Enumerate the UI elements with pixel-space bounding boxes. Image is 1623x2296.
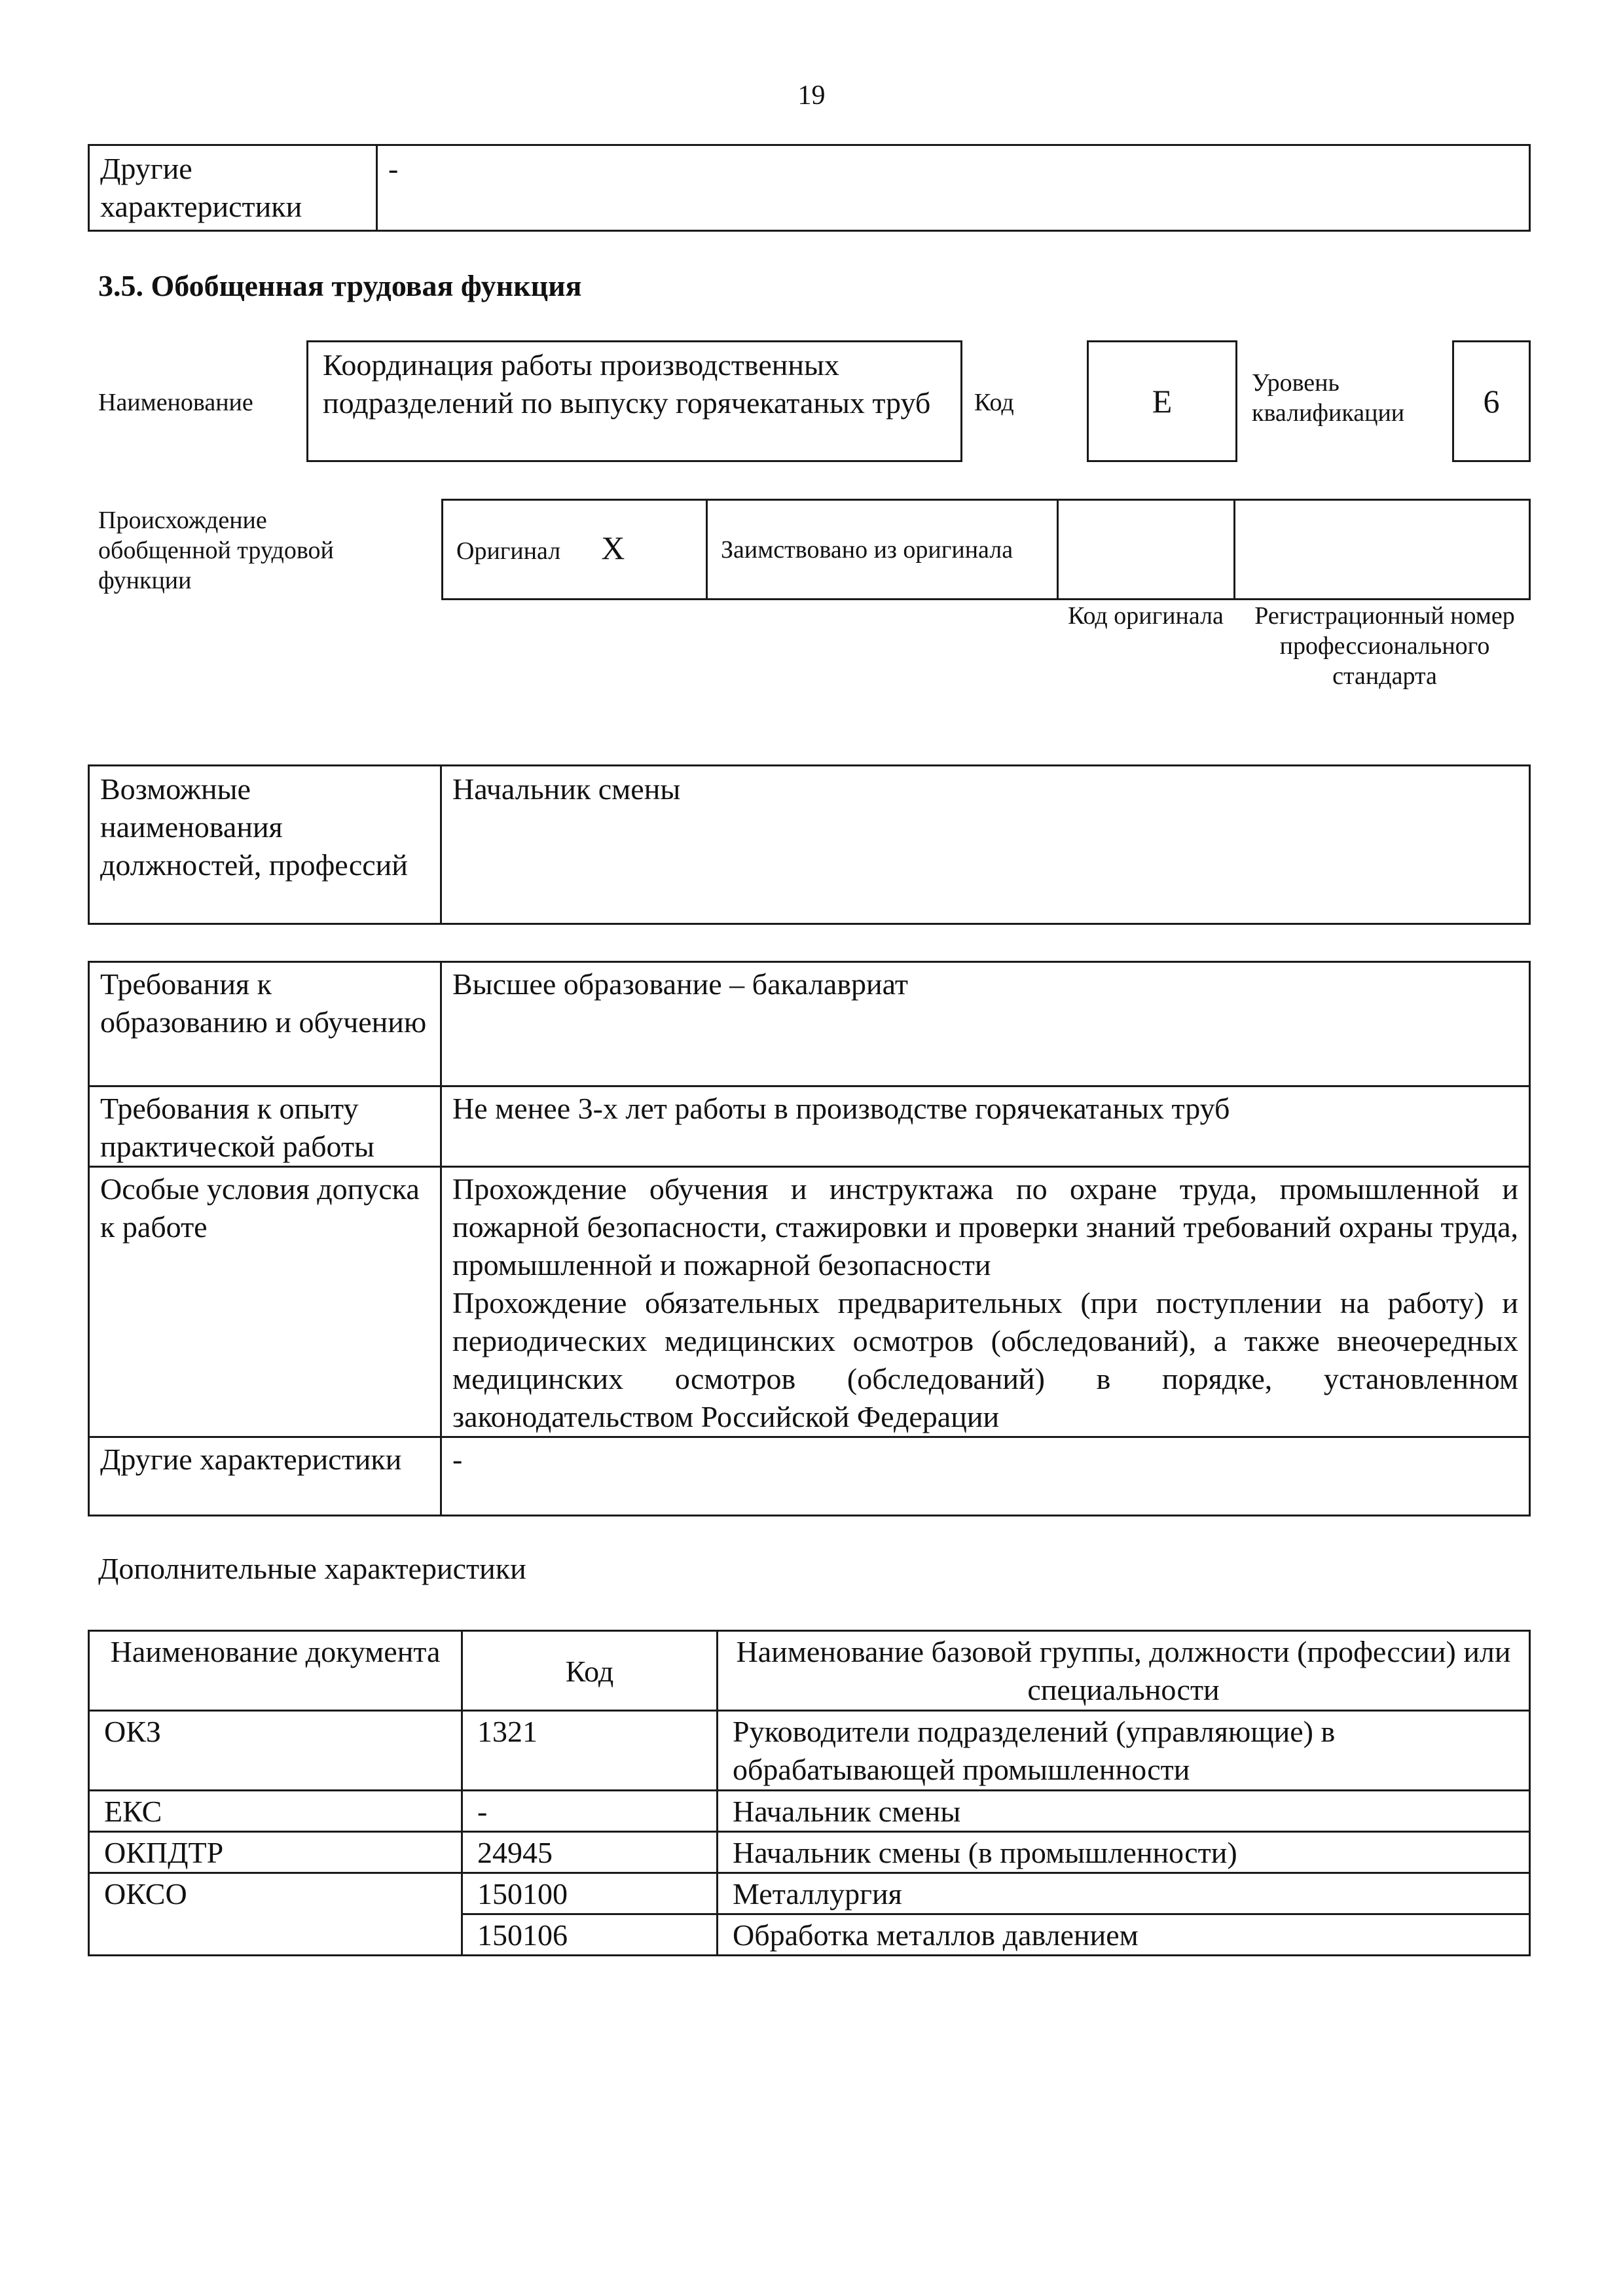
table-row — [89, 145, 1530, 231]
positions-value: Начальник смены — [441, 766, 1530, 924]
original-cell — [443, 500, 707, 600]
function-name-box: Координация работы производственных подразделений по выпуску горячекатаных труб — [306, 340, 962, 462]
table-row — [89, 1711, 1530, 1791]
code-box: E — [1087, 340, 1237, 462]
registration-number-caption: Регистрационный номер профессионального стандарта — [1254, 602, 1515, 690]
row-name: Начальник смены — [718, 1791, 1530, 1832]
row-code: 150100 — [462, 1873, 718, 1914]
row-name: Металлургия — [718, 1873, 1530, 1914]
table-row — [89, 1873, 1530, 1914]
registration-number-cell — [1235, 500, 1530, 600]
table-row — [89, 766, 1530, 924]
education-requirements-value — [441, 962, 1530, 1086]
row-code: 1321 — [462, 1711, 718, 1791]
requirement-paragraph: Прохождение обязательных предварительных (при поступлении на работу) и периодических медицинских осмотров (обследований), а также внеочередных медицинских осмотров (обследований) в порядке, установленном законодательством Российской Федерации — [452, 1286, 1518, 1433]
admission-conditions-value — [441, 1167, 1530, 1437]
other-characteristics-value: - — [377, 145, 1530, 231]
row-document: ОКЗ — [89, 1711, 462, 1791]
other-characteristics-table-top — [88, 144, 1531, 232]
table-row — [89, 962, 1530, 1086]
row-document: ЕКС — [89, 1791, 462, 1832]
borrowed-cell — [707, 500, 1058, 600]
admission-conditions-label: Особые условия допуска к работе — [89, 1167, 441, 1437]
qualification-level-box: 6 — [1452, 340, 1531, 462]
page-number: 19 — [797, 81, 826, 111]
requirement-paragraph: - — [452, 1443, 463, 1476]
table-row — [89, 1437, 1530, 1516]
experience-requirements-value — [441, 1086, 1530, 1167]
additional-characteristics-table — [88, 1630, 1531, 1956]
origin-label: Происхождение обобщенной трудовой функции — [98, 507, 334, 594]
row-code: - — [462, 1791, 718, 1832]
row-name: Руководители подразделений (управляющие) в обрабатывающей промышленности — [718, 1711, 1530, 1791]
qualification-level-label: Уровень квалификации — [1252, 369, 1405, 427]
original-code-caption: Код оригинала — [1068, 602, 1224, 630]
code-label: Код — [974, 389, 1014, 416]
header-base-group: Наименование базовой группы, должности (профессии) или специальности — [718, 1631, 1530, 1711]
row-code: 150106 — [462, 1914, 718, 1956]
other-characteristics-label: Другие характеристики — [89, 145, 377, 231]
header-document: Наименование документа — [89, 1631, 462, 1711]
row-name: Обработка металлов давлением — [718, 1914, 1530, 1956]
other-characteristics-value — [441, 1437, 1530, 1516]
original-code-cell — [1058, 500, 1235, 600]
requirement-paragraph: Не менее 3-х лет работы в производстве горячекатаных труб — [452, 1092, 1230, 1125]
education-requirements-label: Требования к образованию и обучению — [89, 962, 441, 1086]
row-code: 24945 — [462, 1832, 718, 1873]
original-mark: X — [601, 529, 625, 566]
table-header-row — [89, 1631, 1530, 1711]
requirements-table — [88, 961, 1531, 1516]
table-row — [89, 1791, 1530, 1832]
origin-table — [441, 499, 1531, 600]
original-label: Оригинал — [456, 537, 561, 565]
requirement-paragraph: Высшее образование – бакалавриат — [452, 967, 908, 1001]
section-title: 3.5. Обобщенная трудовая функция — [98, 269, 582, 302]
table-row — [89, 1832, 1530, 1873]
row-document: ОКСО — [89, 1873, 462, 1956]
name-label: Наименование — [98, 389, 253, 416]
header-code: Код — [462, 1631, 718, 1711]
positions-label: Возможные наименования должностей, профессий — [89, 766, 441, 924]
positions-table — [88, 764, 1531, 925]
table-row — [89, 1086, 1530, 1167]
row-name: Начальник смены (в промышленности) — [718, 1832, 1530, 1873]
additional-characteristics-title: Дополнительные характеристики — [98, 1552, 526, 1585]
table-row — [89, 1167, 1530, 1437]
table-row — [443, 500, 1530, 600]
requirement-paragraph: Прохождение обучения и инструктажа по охране труда, промышленной и пожарной безопасности, стажировки и проверки знаний требований охраны труда, промышленной и пожарной безопасности — [452, 1172, 1518, 1282]
other-characteristics-label: Другие характеристики — [89, 1437, 441, 1516]
row-document: ОКПДТР — [89, 1832, 462, 1873]
borrowed-label: Заимствовано из оригинала — [721, 535, 1013, 564]
experience-requirements-label: Требования к опыту практической работы — [89, 1086, 441, 1167]
